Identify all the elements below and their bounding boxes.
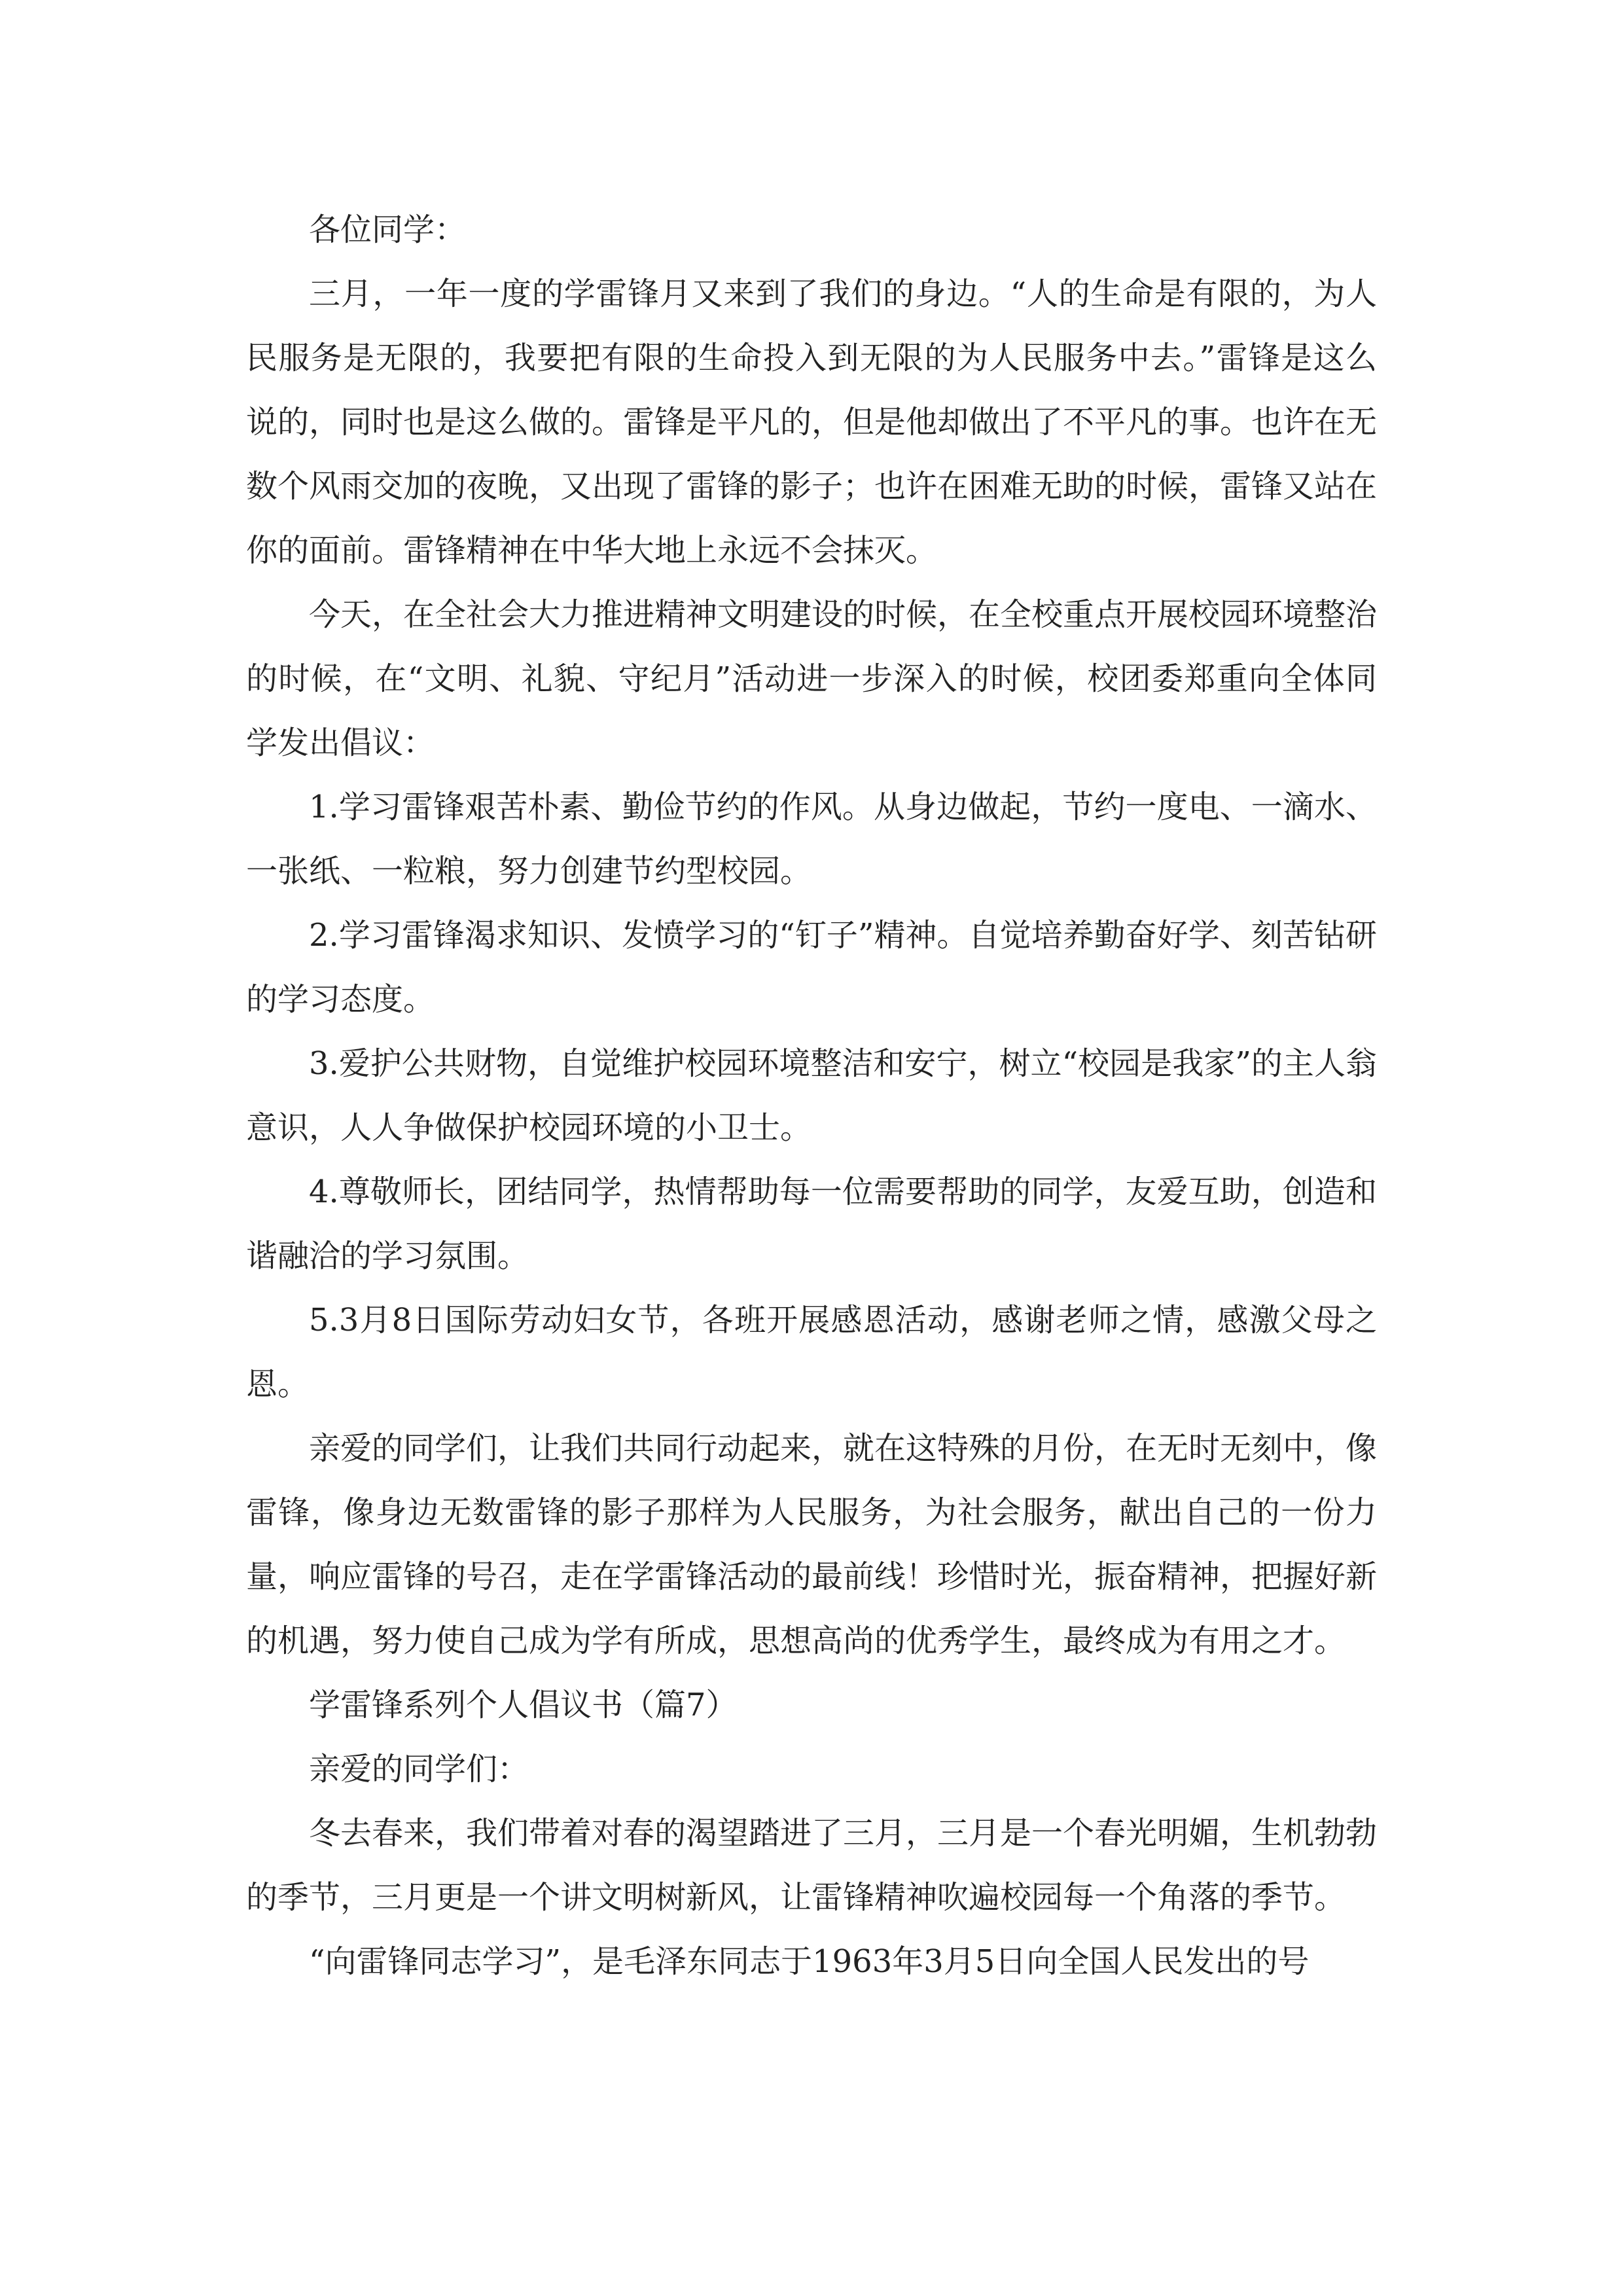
list-item-4: 4.尊敬师长，团结同学，热情帮助每一位需要帮助的同学，友爱互助，创造和谐融洽的学习氛围。 — [246, 1174, 1377, 1274]
list-item-2: 2.学习雷锋渴求知识、发愤学习的“钉子”精神。自觉培养勤奋好学、刻苦钻研的学习态度。 — [246, 917, 1377, 1018]
salutation: 各位同学： — [309, 211, 467, 248]
paragraph-spring: 冬去春来，我们带着对春的渴望踏进了三月，三月是一个春光明媚，生机勃勃的季节，三月更是一个讲文明树新风，让雷锋精神吹遍校园每一个角落的季节。 — [246, 1815, 1378, 1916]
list-item-5: 5.3月8日国际劳动妇女节，各班开展感恩活动，感谢老师之情，感激父母之恩。 — [246, 1302, 1377, 1403]
document-body — [246, 198, 1377, 1994]
paragraph-intro: 三月，一年一度的学雷锋月又来到了我们的身边。“人的生命是有限的，为人民服务是无限的，我要把有限的生命投入到无限的为人民服务中去。”雷锋是这么说的，同时也是这么做的。雷锋是平凡的，但是他却做出了不平凡的事。也许在无数个风雨交加的夜晚，又出现了雷锋的影子；也许在困难无助的时候，雷锋又站在你的面前。雷锋精神在中华大地上永远不会抹灭。 — [246, 276, 1378, 569]
salutation-2: 亲爱的同学们： — [309, 1751, 529, 1787]
paragraph-closing: 亲爱的同学们，让我们共同行动起来，就在这特殊的月份，在无时无刻中，像雷锋，像身边无数雷锋的影子那样为人民服务，为社会服务，献出自己的一份力量，响应雷锋的号召，走在学雷锋活动的最前线！珍惜时光，振奋精神，把握好新的机遇，努力使自己成为学有所成，思想高尚的优秀学生，最终成为有用之才。 — [246, 1430, 1378, 1659]
section-title: 学雷锋系列个人倡议书（篇7） — [309, 1687, 738, 1723]
list-item-3: 3.爱护公共财物，自觉维护校园环境整洁和安宁，树立“校园是我家”的主人翁意识，人人争做保护校园环境的小卫士。 — [246, 1045, 1377, 1146]
paragraph-proposal: 今天，在全社会大力推进精神文明建设的时候，在全校重点开展校园环境整治的时候，在“文明、礼貌、守纪月”活动进一步深入的时候，校团委郑重向全体同学发出倡议： — [246, 596, 1378, 761]
list-item-1: 1.学习雷锋艰苦朴素、勤俭节约的作风。从身边做起，节约一度电、一滴水、一张纸、一粒粮，努力创建节约型校园。 — [246, 789, 1377, 889]
paragraph-history: “向雷锋同志学习”，是毛泽东同志于1963年3月5日向全国人民发出的号 — [309, 1943, 1310, 1980]
